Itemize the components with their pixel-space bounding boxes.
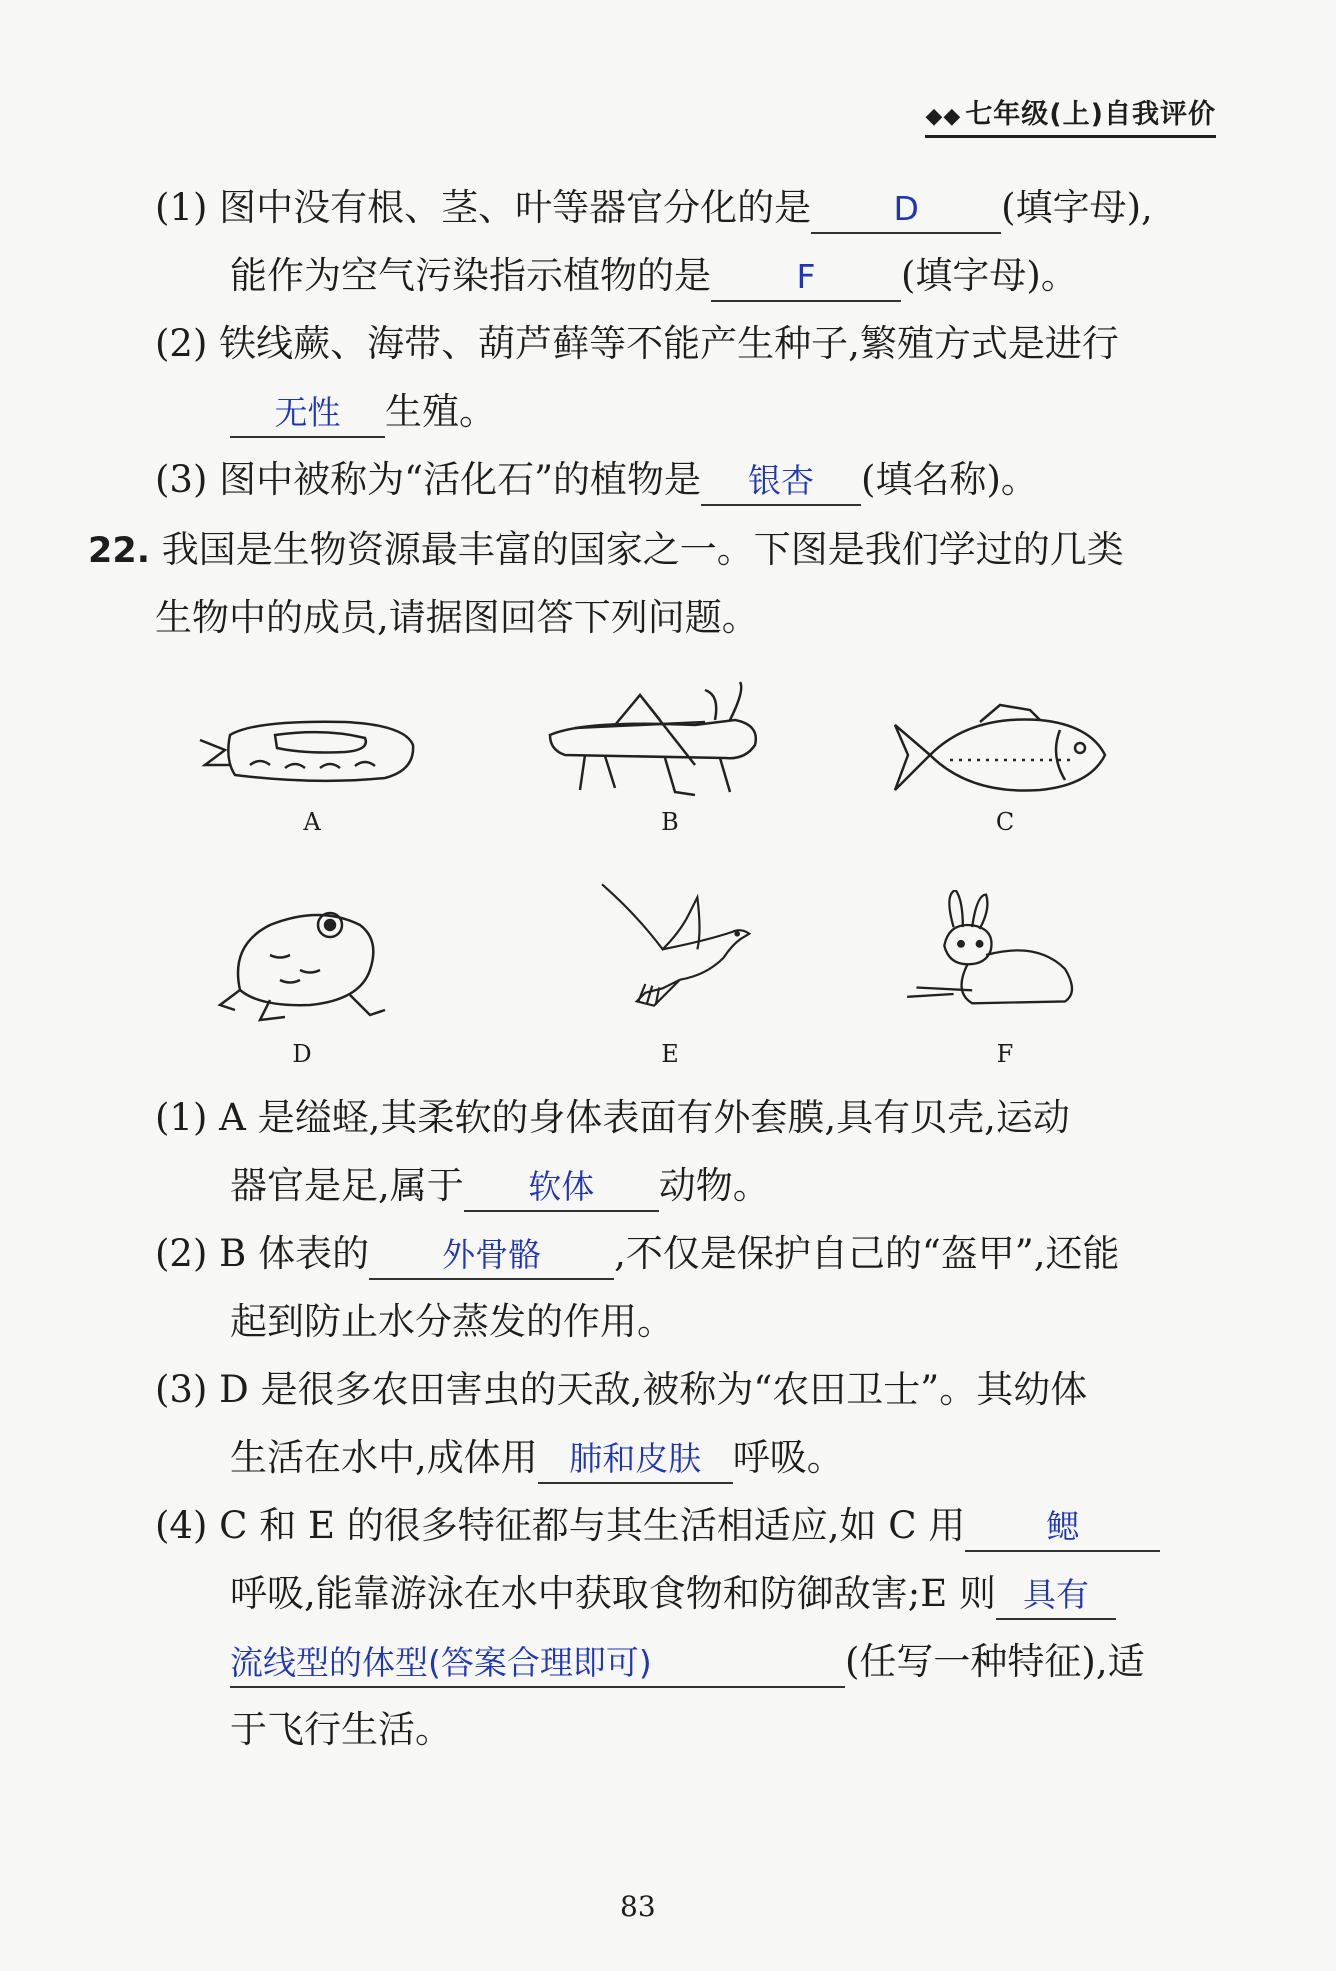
answer-blank[interactable]: F xyxy=(711,256,901,302)
figure-c-fish xyxy=(890,690,1110,820)
answer-blank[interactable]: 肺和皮肤 xyxy=(538,1438,733,1484)
figure-label-a: A xyxy=(303,808,321,836)
answer-blank[interactable]: 软体 xyxy=(464,1166,659,1212)
figure-f-rabbit xyxy=(890,890,1110,1020)
q21-part3: (3) 图中被称为“活化石”的植物是 银杏 (填名称)。 xyxy=(155,456,1038,506)
figure-label-d: D xyxy=(292,1040,312,1068)
answer-blank[interactable]: 流线型的体型(答案合理即可) xyxy=(230,1642,845,1688)
answer-blank[interactable]: 外骨骼 xyxy=(369,1234,614,1280)
figure-e-pigeon xyxy=(570,880,790,1010)
q22-intro-line2: 生物中的成员,请据图回答下列问题。 xyxy=(155,596,759,639)
answer-blank[interactable]: D xyxy=(811,188,1001,234)
q22-part4-line3: 流线型的体型(答案合理即可) (任写一种特征),适 xyxy=(230,1638,1145,1688)
q21-part1-line2: 能作为空气污染指示植物的是 F (填字母)。 xyxy=(230,252,1078,302)
answer-blank[interactable]: 具有 xyxy=(996,1574,1116,1620)
diamond-icon: ◆◆ xyxy=(925,104,962,129)
q22-part3-line2: 生活在水中,成体用 肺和皮肤 呼吸。 xyxy=(230,1434,844,1484)
q22-part3-line1: (3) D 是很多农田害虫的天敌,被称为“农田卫士”。其幼体 xyxy=(155,1368,1088,1411)
answer-blank[interactable]: 鳃 xyxy=(965,1506,1160,1552)
q22-intro-line1: 22. 我国是生物资源最丰富的国家之一。下图是我们学过的几类 xyxy=(88,528,1124,571)
figure-a-mollusk xyxy=(195,690,415,820)
question-number: 22. xyxy=(88,531,151,571)
figure-label-f: F xyxy=(996,1040,1014,1068)
figure-label-c: C xyxy=(995,808,1015,836)
answer-blank[interactable]: 银杏 xyxy=(701,460,861,506)
q21-part2-line1: (2) 铁线蕨、海带、葫芦藓等不能产生种子,繁殖方式是进行 xyxy=(155,322,1119,365)
q21-part2-line2: 无性 生殖。 xyxy=(230,388,496,438)
header-title: 七年级(上)自我评价 xyxy=(965,99,1216,130)
page-header xyxy=(925,92,1216,138)
q22-part4-line1: (4) C 和 E 的很多特征都与其生活相适应,如 C 用 鳃 xyxy=(155,1502,1160,1552)
q22-part4-line2: 呼吸,能靠游泳在水中获取食物和防御敌害;E 则 具有 xyxy=(230,1570,1116,1620)
q22-part2-line2: 起到防止水分蒸发的作用。 xyxy=(230,1300,674,1343)
answer-blank[interactable]: 无性 xyxy=(230,392,385,438)
q22-part1-line1: (1) A 是缢蛏,其柔软的身体表面有外套膜,具有贝壳,运动 xyxy=(155,1096,1070,1139)
q22-part1-line2: 器官是足,属于 软体 动物。 xyxy=(230,1162,770,1212)
figure-b-grasshopper xyxy=(545,680,765,810)
figure-label-e: E xyxy=(661,1040,679,1068)
figure-label-b: B xyxy=(661,808,679,836)
figure-d-frog xyxy=(210,895,430,1025)
q22-part4-line4: 于飞行生活。 xyxy=(230,1708,452,1751)
q22-part2-line1: (2) B 体表的 外骨骼 ,不仅是保护自己的“盔甲”,还能 xyxy=(155,1230,1119,1280)
page-number: 83 xyxy=(620,1890,656,1923)
q21-part1-line1: (1) 图中没有根、茎、叶等器官分化的是 D (填字母), xyxy=(155,184,1153,234)
